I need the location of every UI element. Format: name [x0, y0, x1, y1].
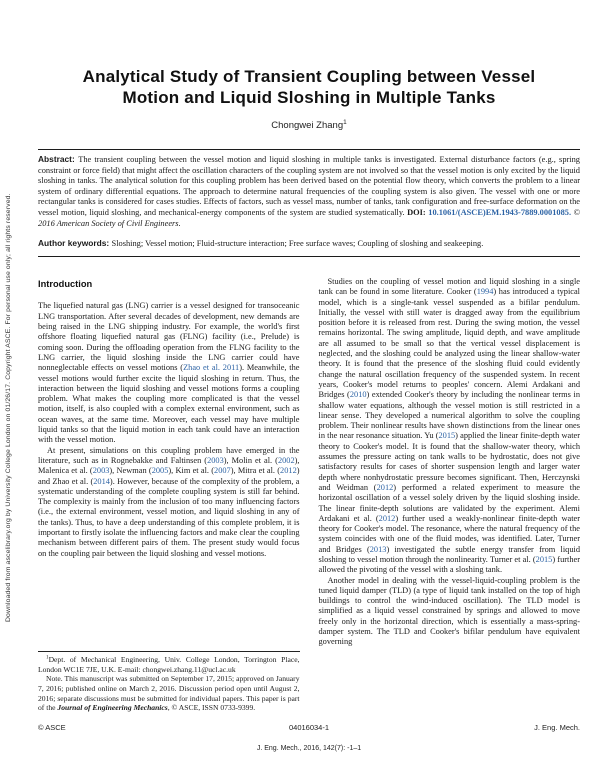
- footnote-block: [38, 651, 300, 713]
- footnote-affiliation: [38, 655, 300, 674]
- text-segment: ), Newman (: [109, 466, 152, 476]
- citation-link[interactable]: 1994: [476, 287, 494, 297]
- citation-link[interactable]: 2003: [92, 466, 110, 476]
- text-segment: ) and Zhao et al. (: [38, 466, 300, 486]
- citation-link[interactable]: 2010: [349, 390, 367, 400]
- citation-link[interactable]: 2015: [535, 555, 553, 564]
- footer-page-number: 04016034-1: [288, 722, 330, 732]
- page-content: [38, 0, 580, 752]
- text-segment: ) applied the linear finite-depth water theory to Cooker's model. It is found that the shallow-water theory, which assumes the pressure acting on tank walls to be hydrostatic, does not give satisfactory results for cases of shorter suspension length and larger water depth where nonhydrostatic pressure becomes significant. Then, Herczynski and Weidman (: [318, 431, 580, 492]
- text-segment: DOI:: [407, 208, 429, 218]
- text-segment: ) further used a weakly-nonlinear finite-depth water theory for Cooker's model. The resonance, where the natural frequency of the system coincides with one of the fluid modes, was identified. Later, Turner and Bridges (: [318, 513, 580, 554]
- body-paragraph-1: [319, 277, 581, 576]
- text-segment: 1: [46, 654, 49, 661]
- text-segment: ) further allowed the pivoting of the vessel with a sloshing tank.: [318, 555, 580, 575]
- text-segment: ) investigated the subtle energy transfer from liquid sloshing to vessel motion through the nonlinearity. Turner et al. (: [318, 544, 580, 564]
- text-segment: Abstract:: [38, 154, 79, 165]
- text-segment: Dept. of Mechanical Engineering, Univ. College London, Torrington Place, London WC1E 7JE, U.K. E-mail: chongwei.zhang.11@ucl.ac.uk: [38, 655, 300, 674]
- citation-link[interactable]: 2012: [376, 482, 394, 492]
- author-name: Chongwei Zhang: [271, 120, 344, 132]
- download-watermark: Downloaded from ascelibrary.org by University College London on 01/26/17. Copyright ASCE. For personal use only; all rights reserved.: [5, 193, 12, 622]
- text-segment: ), Malenica et al. (: [38, 455, 300, 476]
- body-paragraph-2: [319, 576, 581, 648]
- page-title: [38, 66, 580, 108]
- text-segment: Studies on the coupling of vessel motion and liquid sloshing in a single tank can be found in some literature. Cooker (: [318, 276, 580, 297]
- citation-link[interactable]: 2012: [280, 466, 297, 476]
- citation-link[interactable]: 2015: [438, 431, 456, 441]
- text-segment: Another model in dealing with the vessel-liquid-coupling problem is the tuned liquid damper (TLD) (a type of liquid tank installed on the top of high buildings to control the wind-induced oscillation). The TLD model is simplified as a liquid vessel constrained by springs and allowed to move freely only in the horizontal direction, which is essentially a mass-spring-damper system. The TLD and Cooker's bifilar pendulum have equivalent governing: [318, 575, 580, 647]
- text-segment: Author keywords:: [38, 237, 112, 248]
- citation-link[interactable]: 2003: [207, 455, 224, 465]
- text-segment: ), Kim et al. (: [168, 466, 215, 476]
- text-segment: Note. This manuscript was submitted on September 17, 2015; approved on January 7, 2016; published online on March 2, 2016. Discussion period open until August 2, 2016; separate discussions must be submitted for individual papers. This paper is part of the: [38, 674, 300, 713]
- left-column: [38, 277, 300, 713]
- page-footer: [38, 723, 580, 732]
- right-column: [319, 277, 581, 713]
- citation-link[interactable]: 2012: [378, 513, 396, 523]
- keywords-paragraph: [38, 238, 580, 248]
- doi-link[interactable]: 10.1061/(ASCE)EM.1943-7889.0001085.: [428, 208, 572, 218]
- text-segment: At present, simulations on this coupling problem have emerged in the literature, such as in Rognebakke and Faltinsen (: [38, 445, 300, 465]
- text-segment: Sloshing; Vessel motion; Fluid-structure interaction; Free surface waves; Coupling of sloshing and seakeeping.: [111, 238, 484, 248]
- citation-link[interactable]: 2002: [277, 455, 295, 465]
- text-segment: Journal of Engineering Mechanics: [57, 703, 168, 713]
- text-segment: The liquefied natural gas (LNG) carrier is a vessel designed for transoceanic LNG transportation. After several decades of development, new demands are being raised in the LNG shipping industry. For example, the world's first offshore floating liquefied natural gas (FLNG) facility (i.e., Prelude) is coming soon. During the offloading operation from the FLNG facility to the LNG carrier, the liquid sloshing inside the LNG carrier could have nonneglectable effects on vessel motions (: [38, 301, 300, 373]
- author-line: [38, 120, 580, 131]
- text-segment: The transient coupling between the vessel motion and liquid sloshing in multiple tanks is investigated. External disturbance factors (e.g., spring constraint or force field) that might affect the oscillation characters of the coupling system are not involved so that the vessel motion is only excited by the liquid sloshing in tanks. The analytical solution for this coupling problem has been derived based on the potential flow theory, which converts the problem to a linear system of ordinary differential equations. The approach to determine natural frequencies of the coupling system is also given. The vessel with one or more rectangular tanks is considered for cases studies. Effects of factors, such as vessel mass, number of tanks, tank configuration and free-surface deformation on the vessel motion, liquid sloshing, and mechanical-energy components of the system are studied systematically.: [38, 155, 580, 218]
- citation-link[interactable]: 2007: [214, 466, 231, 476]
- two-column-body: [38, 277, 580, 713]
- footnote-manuscript-note: [38, 674, 300, 713]
- intro-paragraph-2: [38, 446, 300, 559]
- text-segment: ), Molin et al. (: [223, 455, 278, 465]
- text-segment: © 2016 American Society of Civil Engineers.: [38, 208, 580, 228]
- citation-line: J. Eng. Mech., 2016, 142(7): -1–1: [256, 744, 362, 752]
- abstract-top-rule: [38, 149, 580, 150]
- text-segment: ) extended Cooker's theory by including the nonlinear terms in shallow water equations, although the vessel motion is still restricted in a linear sense. They developed a numerical algorithm to solve the coupling problem. Their nonlinear results have shown distinctions from the linear ones in the near resonance situation. Yu (: [318, 390, 580, 441]
- abstract-paragraph: [38, 154, 580, 229]
- text-segment: ), Mitra et al. (: [230, 466, 281, 476]
- footer-journal: J. Eng. Mech.: [534, 722, 580, 732]
- text-segment: ) has introduced a typical model, which is a single-tank vessel suspended as a bifilar pendulum. Initially, the vessel with still water is dragged away from the equilibrium position before it is released from rest. During the swing motion, the vessel remains horizontal. The swing amplitude, liquid depth, and wave amplitude are all assumed to be small so that the vertical vessel displacement is neglected, and the sloshing could be analyzed using the linear shallow-water theory. It is found that the presence of the sloshing fluid could evidently change the natural oscillation frequency of the suspended system. In recent years, Cooker's model returns to peoples' concern. Alemi Ardakani and Bridges (: [318, 287, 580, 400]
- text-segment: ) performed a related experiment to measure the horizontal oscillation of a vessel solely driven by the liquid sloshing inside. The linear finite-depth solutions are validated by the experiment. Alemi Ardakani et al. (: [318, 482, 580, 523]
- author-affiliation-mark: 1: [343, 119, 347, 126]
- citation-link[interactable]: Zhao et al. 2011: [183, 363, 240, 373]
- text-segment: ). Meanwhile, the vessel motions would further excite the liquid sloshing in return. Thus, the interaction between the liquid sloshing and vessel motions forms a coupling problem. What makes the coupling more complicated is that the vessel motion, itself, is also coupled with a complex external environment, such as ocean waves, at the same time. Moreover, each vessel may have multiple liquid tanks so that the liquid motion in each tank could have an interaction with the vessel motion.: [38, 363, 300, 445]
- intro-paragraph-1: [38, 301, 300, 445]
- citation-link[interactable]: 2013: [369, 544, 387, 554]
- footer-copyright: © ASCE: [38, 722, 66, 732]
- section-heading-introduction: Introduction: [38, 278, 93, 289]
- title-line-1: Analytical Study of Transient Coupling between Vessel: [82, 67, 536, 86]
- footnote-separator: [38, 651, 300, 652]
- title-line-2: Motion and Liquid Sloshing in Multiple Tanks: [122, 88, 496, 108]
- text-segment: , © ASCE, ISSN 0733-9399.: [167, 703, 256, 713]
- text-segment: ). However, because of the complexity of the problem, a systematic understanding of the complete coupling system is still far behind. The complexity is mainly from the inclusion of too many influencing factors (i.e., the external environment, vessel motion, and liquid sloshing in any of the tanks). Thus, to have a deep understanding of this complete problem, it is important to firstly isolate the influencing factors and make clear the coupling mechanism between different pairs of them. The present study would focus on the coupling pair between the liquid sloshing and vessel motions.: [38, 476, 300, 558]
- citation-link[interactable]: 2005: [151, 466, 169, 476]
- citation-link[interactable]: 2014: [93, 476, 110, 486]
- abstract-bottom-rule: [38, 256, 580, 257]
